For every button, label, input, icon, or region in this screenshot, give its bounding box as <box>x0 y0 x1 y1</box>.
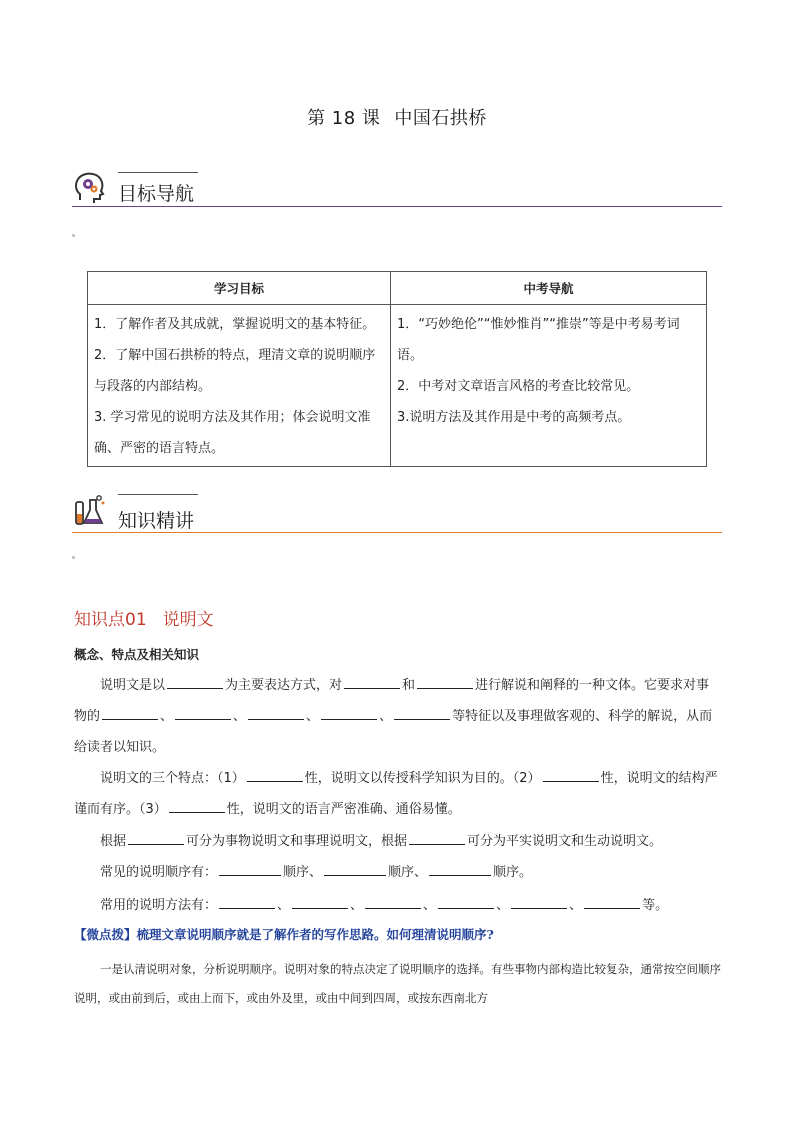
fill-blank[interactable] <box>511 894 567 909</box>
fill-blank[interactable] <box>167 674 223 689</box>
text: 、 <box>496 898 510 913</box>
text: 顺序。 <box>493 865 533 880</box>
exam-guide-item: 3.说明方法及其作用是中考的高频考点。 <box>397 410 631 425</box>
knowledge-point-title: 说明文 <box>162 610 214 630</box>
text: 可分为事物说明文和事理说明文，根据 <box>186 834 408 849</box>
section-label-knowledge: 知识精讲 <box>118 510 195 532</box>
fill-blank[interactable] <box>344 674 400 689</box>
fill-blank[interactable] <box>394 705 450 720</box>
fill-blank[interactable] <box>247 767 303 782</box>
paragraph-definition <box>74 670 722 763</box>
fill-blank[interactable] <box>248 705 304 720</box>
study-goal-item: 1．了解作者及其成就，掌握说明文的基本特征。 <box>94 317 376 332</box>
text: 性，说明文的语言严密准确、通俗易懂。 <box>226 802 461 817</box>
text: 根据 <box>100 834 127 849</box>
decor-dot <box>72 556 75 559</box>
text: 进行解说和阐释的一种文体。它要求对事物的 <box>74 678 710 724</box>
decor-dot <box>72 234 75 237</box>
text: 可分为平实说明文和生动说明文。 <box>467 834 663 849</box>
table-header-study-goals: 学习目标 <box>88 272 391 305</box>
fill-blank[interactable] <box>324 861 386 876</box>
fill-blank[interactable] <box>543 767 599 782</box>
text: 常见的说明顺序有： <box>100 865 218 880</box>
text: 性，说明文以传授科学知识为目的。（2） <box>304 771 541 786</box>
text: 、 <box>423 898 437 913</box>
fill-blank[interactable] <box>365 894 421 909</box>
fill-blank[interactable] <box>429 861 491 876</box>
goals-table <box>87 271 707 467</box>
text: 、 <box>277 898 291 913</box>
paragraph-methods <box>74 890 722 921</box>
fill-blank[interactable] <box>175 705 231 720</box>
fill-blank[interactable] <box>219 861 281 876</box>
text: 、 <box>569 898 583 913</box>
fill-blank[interactable] <box>219 894 275 909</box>
study-goal-item: 3. 学习常见的说明方法及其作用；体会说明文准确、严密的语言特点。 <box>94 410 371 456</box>
knowledge-point-number: 知识点01 <box>74 610 147 630</box>
subheading: 概念、特点及相关知识 <box>74 647 200 662</box>
fill-blank[interactable] <box>409 830 465 845</box>
lab-flask-icon <box>72 492 108 528</box>
section-divider-knowledge <box>72 532 722 533</box>
fill-blank[interactable] <box>169 798 225 813</box>
table-header-exam-guide: 中考导航 <box>391 272 707 305</box>
section-divider-goals <box>72 206 722 207</box>
text: 性，说明文的结构严谨而有序。（3） <box>74 771 718 817</box>
text: 顺序、 <box>283 865 323 880</box>
study-goal-item: 2．了解中国石拱桥的特点，理清文章的说明顺序与段落的内部结构。 <box>94 348 376 394</box>
fill-blank[interactable] <box>417 674 473 689</box>
exam-guide-item: 1．“巧妙绝伦”“惟妙惟肖”“推崇”等是中考易考词语。 <box>397 317 680 363</box>
text: 等特征以及事理做客观的、科学的解说，从而给读者以知识。 <box>74 709 713 755</box>
text: 、 <box>160 709 174 724</box>
head-gears-icon <box>72 170 108 206</box>
section-label-goals: 目标导航 <box>118 183 195 205</box>
lesson-number: 第 18 课 <box>307 108 381 129</box>
fill-blank[interactable] <box>321 705 377 720</box>
text: 等。 <box>642 898 669 913</box>
paragraph-classification <box>74 826 722 857</box>
page-title <box>0 104 794 130</box>
text: 说明文的三个特点：（1） <box>100 771 245 786</box>
fill-blank[interactable] <box>102 705 158 720</box>
section-accent-line <box>118 172 198 173</box>
text: 、 <box>306 709 320 724</box>
text: 、 <box>350 898 364 913</box>
fill-blank[interactable] <box>438 894 494 909</box>
text: 顺序、 <box>388 865 428 880</box>
paragraph-order <box>74 857 722 888</box>
fill-blank[interactable] <box>584 894 640 909</box>
text: 、 <box>233 709 247 724</box>
exam-guide-cell <box>391 305 707 467</box>
knowledge-point-heading <box>74 605 214 630</box>
lesson-name: 中国石拱桥 <box>394 108 487 129</box>
study-goals-cell <box>88 305 391 467</box>
fill-blank[interactable] <box>292 894 348 909</box>
text: 、 <box>379 709 393 724</box>
exam-guide-item: 2．中考对文章语言风格的考查比较常见。 <box>397 379 640 394</box>
text: 常用的说明方法有： <box>100 898 218 913</box>
paragraph-features <box>74 763 722 825</box>
tip-body: 一是认清说明对象，分析说明顺序。说明对象的特点决定了说明顺序的选择。有些事物内部构造比较复杂，通常按空间顺序说明，或由前到后，或由上而下，或由外及里，或由中间到四周，或按东西南北方 <box>74 962 721 1005</box>
text: 和 <box>402 678 416 693</box>
text: 为主要表达方式，对 <box>225 678 343 693</box>
section-accent-line <box>118 494 198 495</box>
tip-heading: 【微点拨】梳理文章说明顺序就是了解作者的写作思路。如何理清说明顺序? <box>74 927 494 942</box>
fill-blank[interactable] <box>128 830 184 845</box>
text: 说明文是以 <box>100 678 166 693</box>
